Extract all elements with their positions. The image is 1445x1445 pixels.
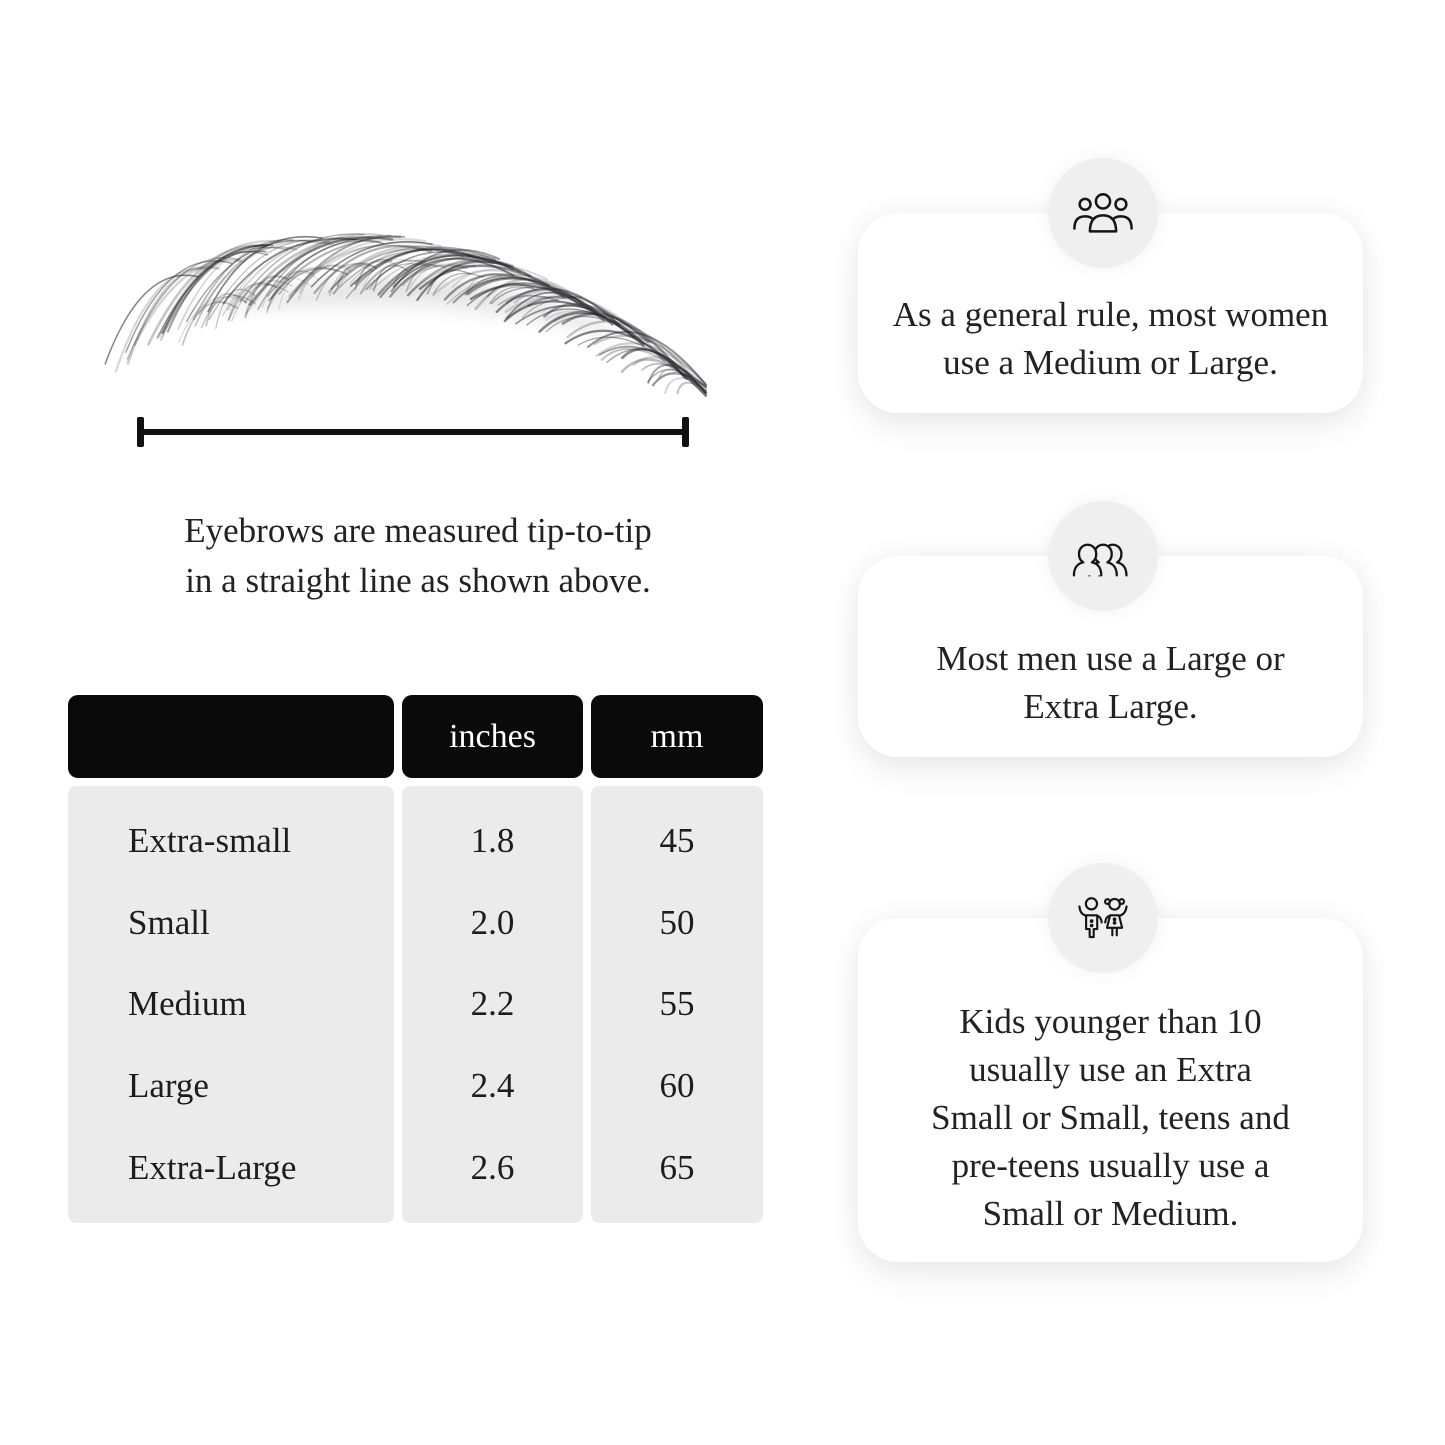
inches-value: 1.8: [470, 820, 515, 860]
card-icon-circle: [1048, 501, 1158, 611]
eyebrow-illustration: [100, 228, 720, 408]
mm-value: 45: [659, 820, 695, 860]
inches-value: 2.2: [470, 984, 515, 1024]
card-text: As a general rule, most women use a Medium or Large.: [892, 295, 1329, 382]
card-icon-circle: [1048, 158, 1158, 268]
size-label: Medium: [128, 984, 247, 1024]
size-label: Large: [128, 1066, 209, 1106]
size-table-header-sizes: [68, 695, 394, 778]
mm-value: 55: [659, 984, 695, 1024]
inches-value: 2.6: [470, 1148, 515, 1188]
size-table-column-sizes: [68, 786, 394, 1223]
measurement-caption: Eyebrows are measured tip-to-tip in a straight line as shown above.: [184, 511, 652, 600]
card-text: Most men use a Large or Extra Large.: [936, 638, 1285, 726]
mm-value: 60: [659, 1066, 695, 1106]
mm-value: 50: [659, 902, 695, 942]
card-text: Kids younger than 10 usually use an Extra Small or Small, teens and pre-teens usually use a Small or Medium.: [931, 1001, 1290, 1233]
size-label: Small: [128, 902, 210, 942]
eyebrow-sketch: [100, 228, 720, 408]
measurement-line-bar: [140, 429, 686, 435]
kids-icon: [1071, 892, 1135, 944]
group-women-icon: [1072, 188, 1134, 238]
measurement-line-right-cap: [682, 417, 689, 447]
size-table-header-mm: mm: [591, 695, 763, 778]
size-label: Extra-Large: [128, 1148, 297, 1188]
group-men-icon: [1072, 531, 1134, 581]
size-table-column-mm: [591, 786, 763, 1223]
card-icon-circle: [1048, 863, 1158, 973]
inches-value: 2.4: [470, 1066, 515, 1106]
size-label: Extra-small: [128, 820, 292, 860]
size-table-header-inches: inches: [402, 695, 583, 778]
mm-value: 65: [659, 1148, 695, 1188]
size-table-column-inches: [402, 786, 583, 1223]
inches-value: 2.0: [470, 902, 515, 942]
